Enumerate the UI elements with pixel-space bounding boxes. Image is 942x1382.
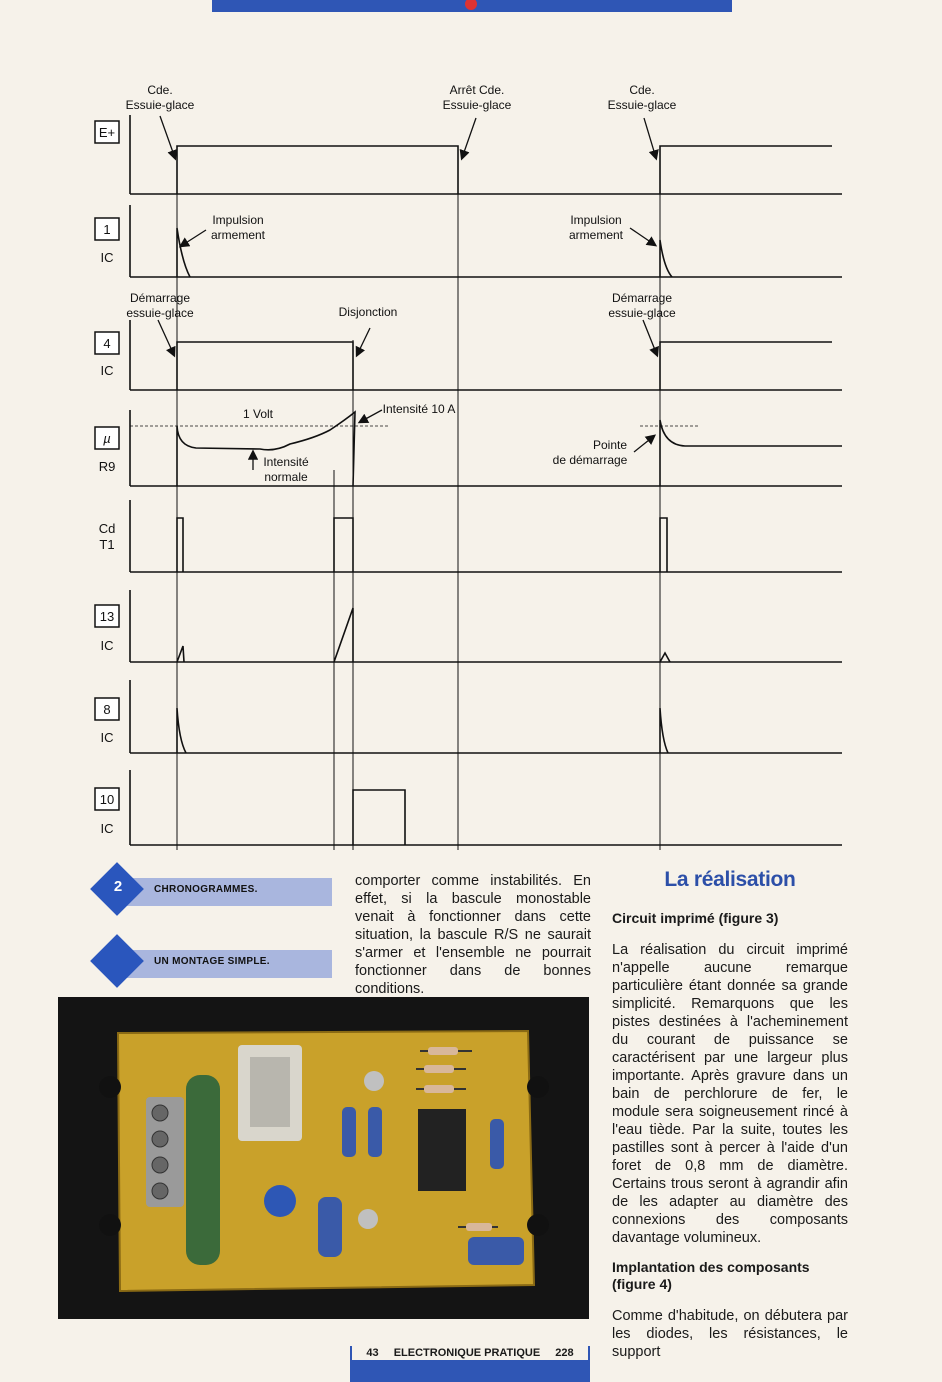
row-sub-4: IC <box>100 363 114 378</box>
paragraph-circuit: La réalisation du circuit imprimé n'appelle aucune remarque particulière étant donnée sa grande simplicité. Remarquons que les pistes destinées à l'acheminement du courant de puissance se caractérisent par une largeur plus importante. Après gravure dans un bain de perchlorure de fer, le module sera soigneusement rincé à l'eau tiède. Par la suite, toutes les pastilles sont à percer à l'aide d'un foret de 0,8 mm de diamètre. Certains trous seront à agrandir afin de les adapter au diamètre des connexions des composants davantage volumineux. <box>612 942 848 1246</box>
label-impulsion-2b: armement <box>568 228 624 242</box>
label-demarrage-1a: Démarrage <box>129 291 191 305</box>
label-disjonction: Disjonction <box>338 305 398 319</box>
label-impulsion-1a: Impulsion <box>212 213 264 227</box>
figure-caption-2: 2 CHRONOGRAMMES. <box>92 866 332 916</box>
issue-number: 228 <box>555 1347 574 1359</box>
label-demarrage-2a: Démarrage <box>611 291 673 305</box>
row-sub-10: IC <box>100 821 114 836</box>
label-intensite-normale-a: Intensité <box>263 455 309 469</box>
magazine-name: ELECTRONIQUE PRATIQUE <box>393 1347 541 1359</box>
label-cde-2b: Essuie-glace <box>607 98 677 112</box>
row-sub-r9: R9 <box>98 459 116 474</box>
label-one-volt: 1 Volt <box>242 407 274 421</box>
pcb-photo <box>58 997 589 1319</box>
page-number: 43 <box>366 1347 379 1359</box>
footer-label <box>352 1346 588 1360</box>
row-sub-8: IC <box>100 730 114 745</box>
row-sub-1: IC <box>100 250 114 265</box>
label-impulsion-2a: Impulsion <box>570 213 622 227</box>
right-column <box>612 868 848 1373</box>
label-intensite-10a: Intensité 10 A <box>382 402 456 416</box>
label-intensite-normale-b: normale <box>264 470 308 484</box>
section-title: La réalisation <box>664 868 796 891</box>
label-arret-b: Essuie-glace <box>442 98 512 112</box>
row-box-10: 10 <box>99 792 115 807</box>
label-pointe-a: Pointe <box>592 438 628 452</box>
label-cde-2a: Cde. <box>629 83 655 97</box>
paragraph-implantation: Comme d'habitude, on débutera par les diodes, les résistances, le support <box>612 1308 848 1360</box>
row-box-13: 13 <box>99 609 115 624</box>
label-arret-a: Arrêt Cde. <box>449 83 505 97</box>
subheading-circuit: Circuit imprimé (figure 3) <box>612 910 779 926</box>
row-sub-t1: T1 <box>99 537 115 552</box>
caption-diamond-icon <box>90 934 144 988</box>
label-cde-1b: Essuie-glace <box>125 98 195 112</box>
row-box-mu: µ <box>103 431 111 446</box>
row-box-4: 4 <box>103 336 111 351</box>
label-demarrage-1b: essuie-glace <box>126 306 194 320</box>
label-cde-1a: Cde. <box>147 83 173 97</box>
middle-paragraph: comporter comme instabilités. En effet, si la bascule monostable venait à fonctionner dans cette situation, la bascule R/S ne saurait s'armer et l'ensemble ne pourrait fonctionner dans de bonnes conditions. <box>355 873 591 997</box>
label-demarrage-2b: essuie-glace <box>608 306 676 320</box>
row-box-8: 8 <box>103 702 111 717</box>
row-sub-13: IC <box>100 638 114 653</box>
row-box-1: 1 <box>103 222 111 237</box>
row-box-eplus: E+ <box>98 125 116 140</box>
label-impulsion-1b: armement <box>210 228 266 242</box>
figure-caption-montage: UN MONTAGE SIMPLE. <box>92 938 332 988</box>
label-pointe-b: de démarrage <box>552 453 628 467</box>
subheading-implantation: Implantation des composants (figure 4) <box>612 1259 810 1292</box>
row-sub-cd: Cd <box>98 521 116 536</box>
